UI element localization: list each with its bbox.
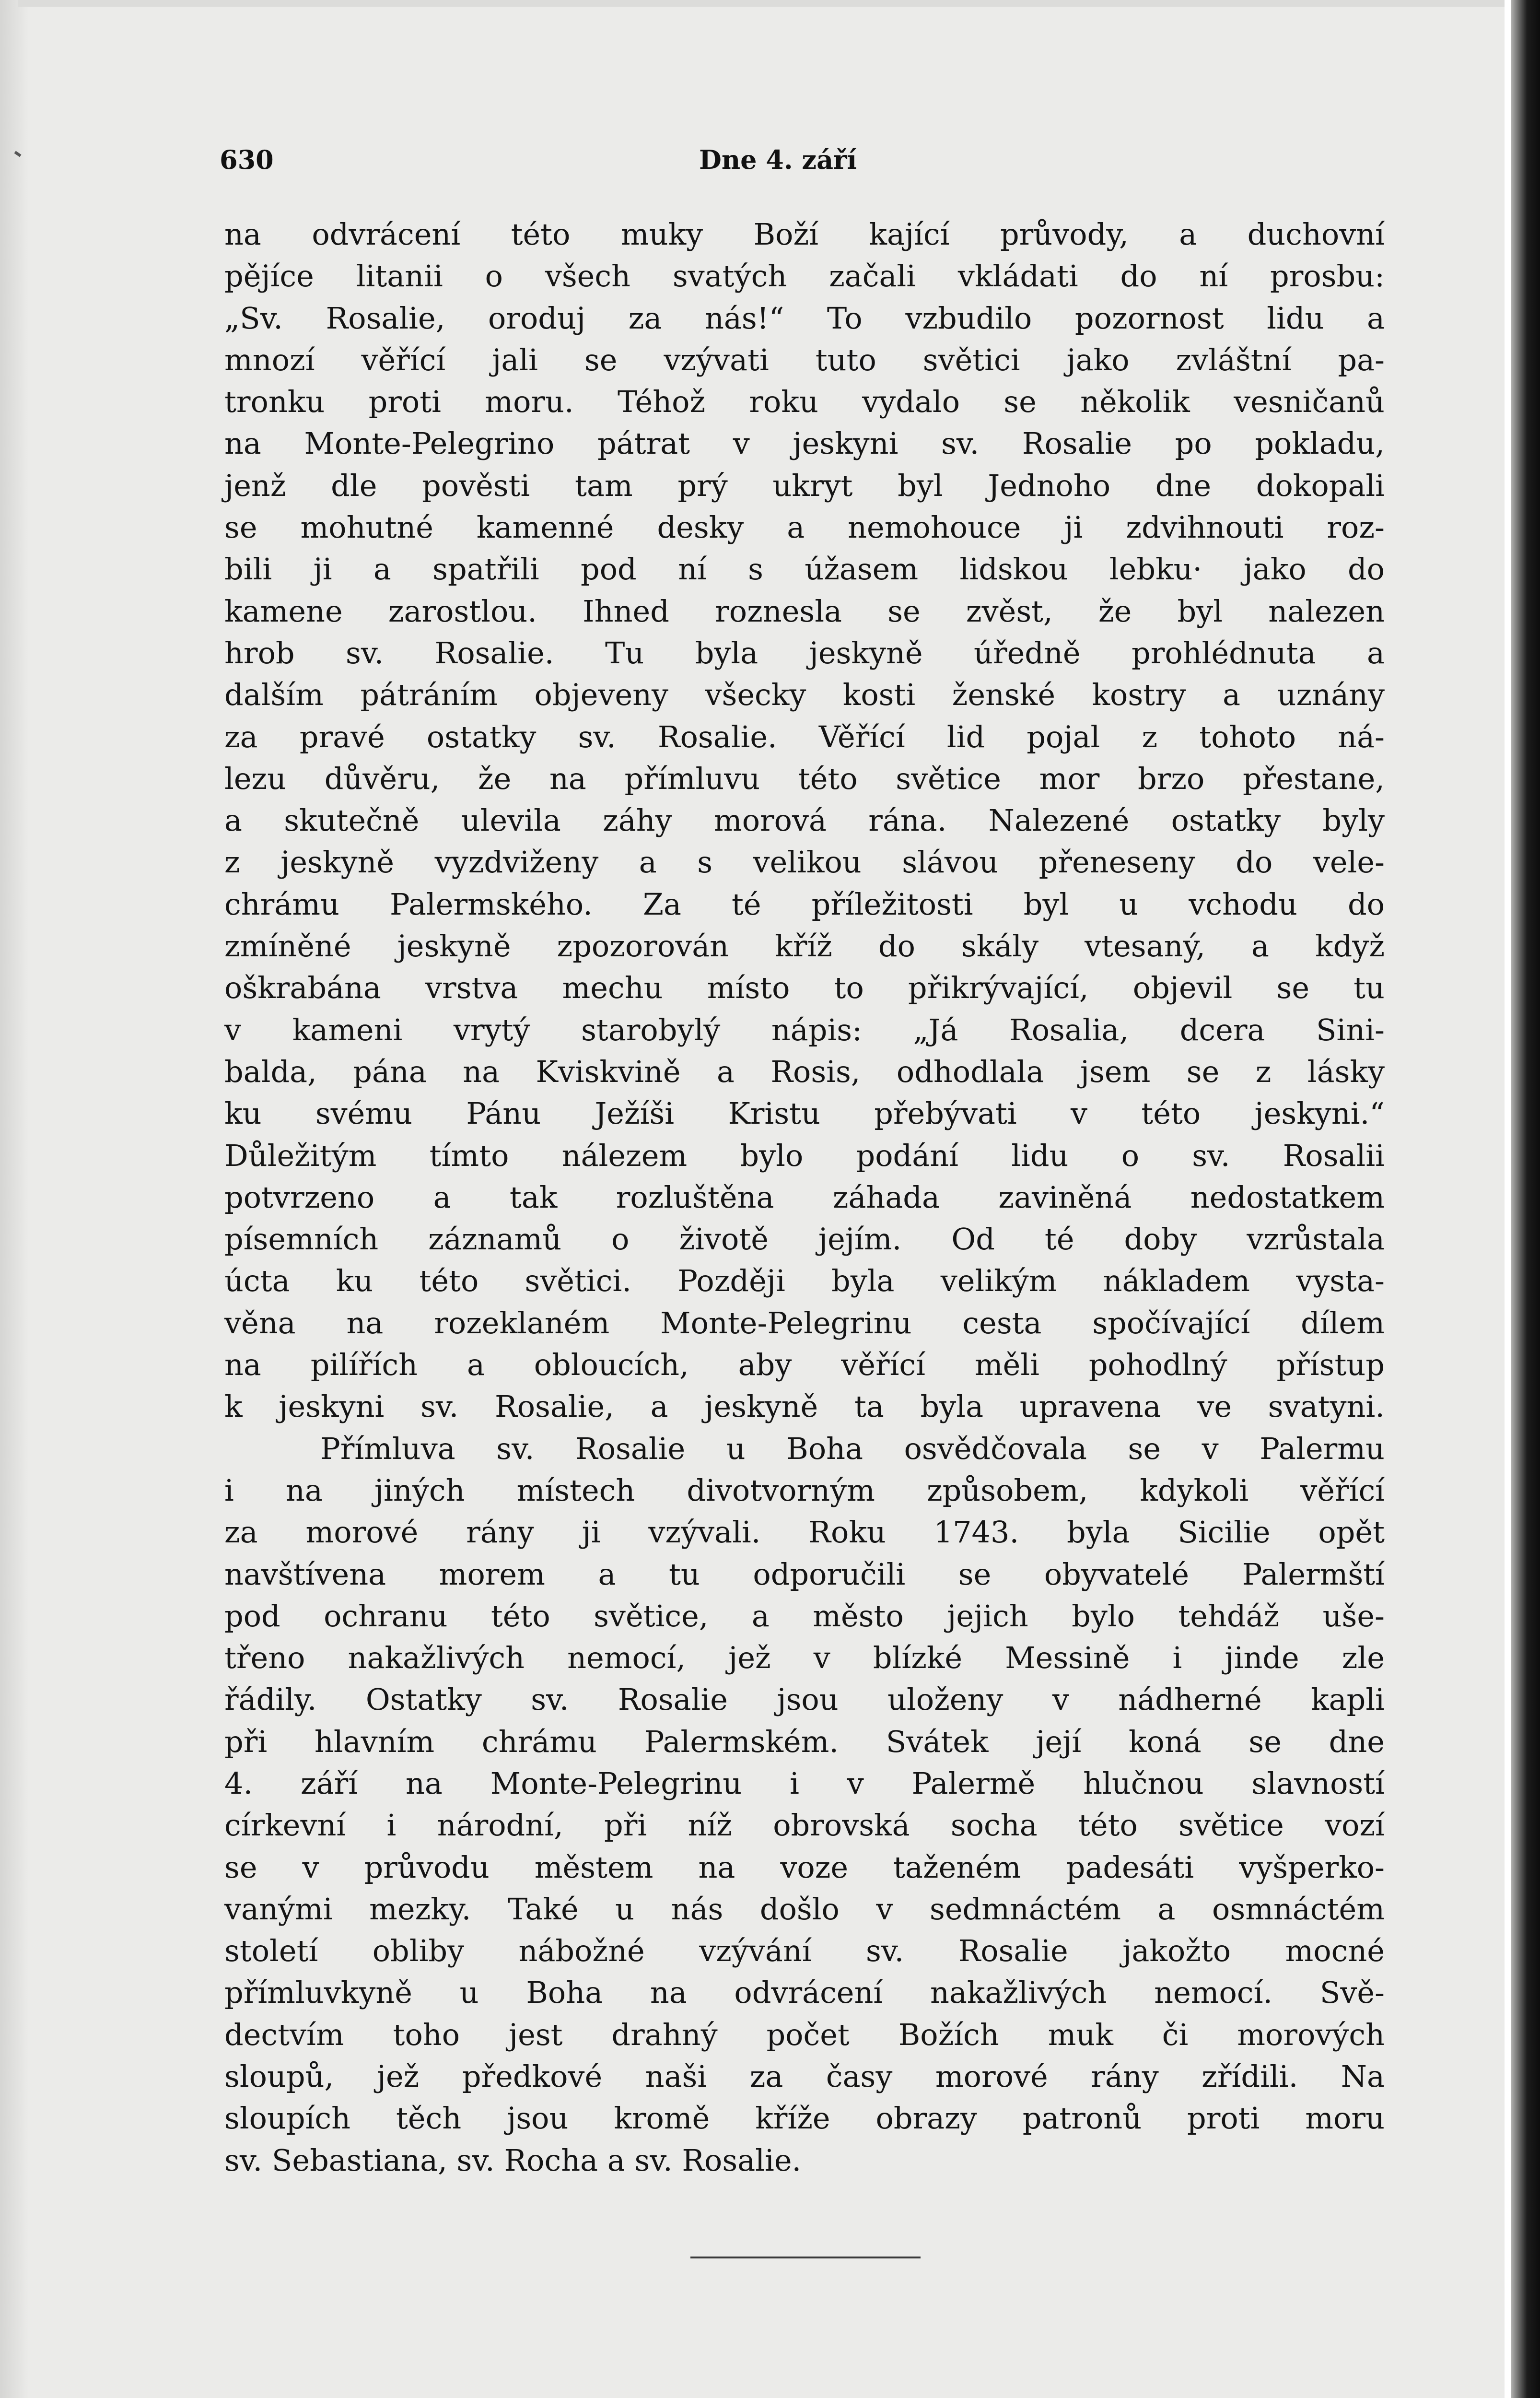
text-line: vanými mezky. Také u nás došlo v sedmnáctém a osmnáctém xyxy=(224,1891,1385,1927)
text-line: lezu důvěru, že na přímluvu této světice mor brzo přestane, xyxy=(224,761,1385,796)
text-line: století obliby nábožné vzývání sv. Rosalie jakožto mocné xyxy=(224,1933,1385,1969)
section-divider xyxy=(690,2257,921,2258)
text-line: pějíce litanii o všech svatých začali vkládati do ní prosbu: xyxy=(224,259,1385,294)
text-line: tronku proti moru. Téhož roku vydalo se několik vesničanů xyxy=(224,384,1385,420)
text-line: jenž dle pověsti tam prý ukryt byl Jednoho dne dokopali xyxy=(224,468,1385,503)
body-text xyxy=(224,213,1385,2181)
text-line: se v průvodu městem na voze taženém padesáti vyšperko- xyxy=(224,1849,1385,1885)
text-line: hrob sv. Rosalie. Tu byla jeskyně úředně prohlédnuta a xyxy=(224,635,1385,670)
text-line: úcta ku této světici. Později byla velikým nákladem vysta- xyxy=(224,1263,1385,1299)
text-line: v kameni vrytý starobylý nápis: „Já Rosalia, dcera Sini- xyxy=(224,1012,1385,1047)
text-line: sloupích těch jsou kromě kříže obrazy patronů proti moru xyxy=(224,2101,1385,2136)
text-line: pod ochranu této světice, a město jejich bylo tehdáž uše- xyxy=(224,1598,1385,1634)
text-line: navštívena morem a tu odporučili se obyvatelé Palermští xyxy=(224,1556,1385,1592)
paragraph-start-line: Přímluva sv. Rosalie u Boha osvědčovala se v Palermu xyxy=(320,1431,1385,1466)
text-line: třeno nakažlivých nemocí, jež v blízké Messině i jinde zle xyxy=(224,1640,1385,1676)
page-left-shadow xyxy=(0,0,29,2398)
text-line: přímluvkyně u Boha na odvrácení nakažlivých nemocí. Svě- xyxy=(224,1975,1385,2010)
text-line: balda, pána na Kviskvině a Rosis, odhodlala jsem se z lásky xyxy=(224,1054,1385,1089)
text-line: dalším pátráním objeveny všecky kosti ženské kostry a uznány xyxy=(224,677,1385,713)
text-line: i na jiných místech divotvorným způsobem, kdykoli věřící xyxy=(224,1472,1385,1508)
text-line: písemních záznamů o životě jejím. Od té doby vzrůstala xyxy=(224,1222,1385,1257)
text-line: na Monte-Pelegrino pátrat v jeskyni sv. Rosalie po pokladu, xyxy=(224,426,1385,461)
text-line: na pilířích a obloucích, aby věřící měli pohodlný přístup xyxy=(224,1347,1385,1383)
text-line: sloupů, jež předkové naši za časy morové rány zřídili. Na xyxy=(224,2059,1385,2094)
text-line: zmíněné jeskyně zpozorován kříž do skály vtesaný, a když xyxy=(224,929,1385,964)
text-line: k jeskyni sv. Rosalie, a jeskyně ta byla upravena ve svatyni. xyxy=(224,1389,1385,1424)
text-line: církevní i národní, při níž obrovská socha této světice vozí xyxy=(224,1808,1385,1843)
text-line: řádily. Ostatky sv. Rosalie jsou uloženy v nádherné kapli xyxy=(224,1682,1385,1717)
page-top-edge xyxy=(18,0,1505,7)
text-line: bili ji a spatřili pod ní s úžasem lidskou lebku· jako do xyxy=(224,552,1385,587)
text-line: se mohutné kamenné desky a nemohouce ji zdvihnouti roz- xyxy=(224,510,1385,545)
text-line: na odvrácení této muky Boží kající průvody, a duchovní xyxy=(224,217,1385,252)
text-line: chrámu Palermského. Za té příležitosti byl u vchodu do xyxy=(224,886,1385,922)
text-line: potvrzeno a tak rozluštěna záhada zaviněná nedostatkem xyxy=(224,1179,1385,1215)
text-line: z jeskyně vyzdviženy a s velikou slávou přeneseny do vele- xyxy=(224,845,1385,880)
page-header xyxy=(220,138,920,181)
text-line: a skutečně ulevila záhy morová rána. Nalezené ostatky byly xyxy=(224,803,1385,838)
text-line: dectvím toho jest drahný počet Božích muk či morových xyxy=(224,2017,1385,2052)
text-line: mnozí věřící jali se vzývati tuto světici jako zvláštní pa- xyxy=(224,342,1385,377)
text-line: ku svému Pánu Ježíši Kristu přebývati v této jeskyni.“ xyxy=(224,1096,1385,1131)
page-number: 630 xyxy=(220,144,274,175)
text-line: oškrabána vrstva mechu místo to přikrývající, objevil se tu xyxy=(224,970,1385,1006)
text-line-last: sv. Sebastiana, sv. Rocha a sv. Rosalie. xyxy=(224,2142,802,2178)
text-line: věna na rozeklaném Monte-Pelegrinu cesta spočívající dílem xyxy=(224,1305,1385,1340)
text-line: kamene zarostlou. Ihned roznesla se zvěst, že byl nalezen xyxy=(224,593,1385,629)
text-line: při hlavním chrámu Palermském. Svátek její koná se dne xyxy=(224,1724,1385,1759)
text-line: 4. září na Monte-Pelegrinu i v Palermě hlučnou slavností xyxy=(224,1765,1385,1801)
text-line: Důležitým tímto nálezem bylo podání lidu o sv. Rosalii xyxy=(224,1138,1385,1173)
text-line: za pravé ostatky sv. Rosalie. Věřící lid pojal z tohoto ná- xyxy=(224,719,1385,754)
running-head: Dne 4. září xyxy=(699,144,857,175)
scan-right-edge xyxy=(1511,0,1540,2398)
text-line: za morové rány ji vzývali. Roku 1743. byla Sicilie opět xyxy=(224,1515,1385,1550)
text-line: „Sv. Rosalie, oroduj za nás!“ To vzbudilo pozornost lidu a xyxy=(224,300,1385,336)
